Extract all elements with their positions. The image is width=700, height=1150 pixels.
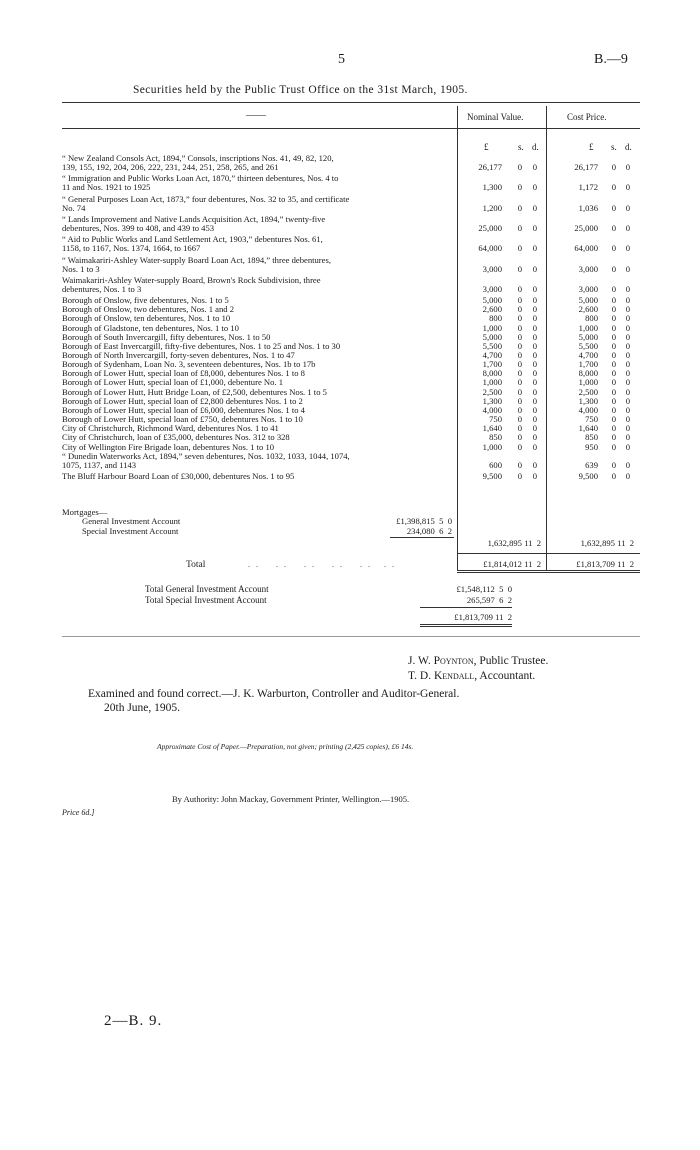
- cost-shillings: 0: [611, 404, 616, 415]
- cost-pence: 0: [625, 459, 630, 470]
- nominal-pence: 0: [532, 322, 537, 333]
- summary-double-rule-1: [420, 624, 512, 625]
- cost-pounds: 1,172: [578, 182, 598, 193]
- nominal-pounds: 1,700: [482, 359, 502, 370]
- cost-shillings: 0: [611, 331, 616, 342]
- nominal-pence: 0: [532, 459, 537, 470]
- nominal-shillings: 0: [517, 441, 522, 452]
- security-description: Borough of Onslow, ten debentures, Nos. 1 to 10: [62, 314, 231, 324]
- nominal-shillings: 0: [517, 322, 522, 333]
- nominal-pence: 0: [532, 182, 537, 193]
- nominal-pence: 0: [532, 243, 537, 254]
- nominal-shillings: 0: [517, 243, 522, 254]
- nominal-pounds: 850: [489, 432, 502, 443]
- cost-pounds: 639: [585, 459, 598, 470]
- cost-shillings: 0: [611, 423, 616, 434]
- nominal-shillings: 0: [517, 182, 522, 193]
- cost-pounds: 3,000: [578, 283, 598, 294]
- nominal-pence: 0: [532, 470, 537, 481]
- security-description: Nos. 1 to 3: [62, 264, 100, 274]
- nominal-pence: 0: [532, 414, 537, 425]
- cost-pounds: 1,640: [578, 423, 598, 434]
- mortgage-subtotal-rule: [390, 537, 454, 538]
- summary-total-amount: £1,813,709 11 2: [454, 612, 512, 622]
- nominal-pounds: 1,200: [482, 202, 502, 213]
- column-divider-2: [546, 106, 547, 570]
- security-description: “ General Purposes Loan Act, 1873,” four debentures, Nos. 32 to 35, and certificate: [62, 194, 350, 204]
- nominal-pence: 0: [532, 350, 537, 360]
- nominal-shillings: 0: [517, 386, 522, 397]
- cost-pence: 0: [625, 423, 630, 434]
- nominal-pence: 0: [532, 432, 537, 443]
- cost-shillings: 0: [611, 313, 616, 324]
- nominal-shilling-unit: s.: [518, 142, 524, 152]
- cost-shillings: 0: [611, 283, 616, 294]
- security-description: Borough of Lower Hutt, special loan of £8,000, debentures Nos. 1 to 8: [62, 369, 305, 379]
- nominal-shillings: 0: [517, 162, 522, 173]
- cost-pence: 0: [625, 182, 630, 193]
- nominal-pounds: 25,000: [478, 223, 502, 234]
- nominal-pounds: 8,000: [482, 368, 502, 379]
- cost-shillings: 0: [611, 432, 616, 443]
- nominal-shillings: 0: [517, 432, 522, 443]
- nominal-pounds: 64,000: [478, 243, 502, 254]
- cost-pence: 0: [625, 395, 630, 406]
- cost-pounds: 25,000: [574, 223, 598, 234]
- security-description: “ Aid to Public Works and Land Settlement Act, 1903,” debentures Nos. 61,: [62, 235, 323, 245]
- document-reference: B.—9: [594, 52, 628, 67]
- cost-pence: 0: [625, 432, 630, 443]
- total-top-rule: [457, 553, 640, 554]
- cost-pence: 0: [625, 243, 630, 254]
- nominal-pence-unit: d.: [532, 142, 539, 152]
- cost-pence-unit: d.: [625, 142, 632, 152]
- cost-shillings: 0: [611, 441, 616, 452]
- nominal-pounds: 1,000: [482, 322, 502, 333]
- nominal-pence: 0: [532, 386, 537, 397]
- mortgages-cost-price: 1,632,895 11 2: [580, 538, 634, 548]
- nominal-shillings: 0: [517, 404, 522, 415]
- nominal-shillings: 0: [517, 359, 522, 370]
- security-description: Borough of Lower Hutt, special loan of £750, debentures Nos. 1 to 10: [62, 415, 303, 425]
- security-description: “ Dunedin Waterworks Act, 1894,” seven debentures, Nos. 1032, 1033, 1044, 1074,: [62, 451, 350, 461]
- security-description: Borough of Sydenham, Loan No. 3, seventeen debentures, Nos. 1b to 17b: [62, 360, 316, 370]
- cost-pence: 0: [625, 470, 630, 481]
- cost-shillings: 0: [611, 359, 616, 370]
- nominal-pence: 0: [532, 304, 537, 315]
- nominal-shillings: 0: [517, 414, 522, 425]
- signature-mark: 2—B. 9.: [104, 1013, 163, 1029]
- cost-shillings: 0: [611, 368, 616, 379]
- cost-pound-unit: £: [589, 142, 594, 152]
- cost-pounds: 800: [585, 313, 598, 324]
- security-description: “ Lands Improvement and Native Lands Acquisition Act, 1894,” twenty-five: [62, 214, 326, 224]
- cost-price-header: Cost Price.: [567, 112, 607, 122]
- nominal-pounds: 3,000: [482, 283, 502, 294]
- security-description: City of Christchurch, Richmond Ward, debentures Nos. 1 to 41: [62, 424, 279, 434]
- cost-pence: 0: [625, 386, 630, 397]
- cost-pounds: 64,000: [574, 243, 598, 254]
- cost-shillings: 0: [611, 223, 616, 234]
- cost-shillings: 0: [611, 470, 616, 481]
- cost-pounds: 950: [585, 441, 598, 452]
- paper-cost-note: Approximate Cost of Paper.—Preparation, not given; printing (2,425 copies), £6 14s.: [157, 742, 414, 751]
- nominal-pounds: 2,600: [482, 304, 502, 315]
- nominal-pounds: 3,000: [482, 263, 502, 274]
- cost-pence: 0: [625, 368, 630, 379]
- summary-general-amount: £1,548,112 5 0: [456, 584, 512, 594]
- security-description: “ New Zealand Consols Act, 1894,” Consols, inscriptions Nos. 41, 49, 82, 120,: [62, 154, 334, 163]
- price-note: Price 6d.]: [62, 808, 95, 817]
- security-description: Borough of Lower Hutt, Hutt Bridge Loan, of £2,500, debentures Nos. 1 to 5: [62, 387, 327, 397]
- nominal-pounds: 750: [489, 414, 502, 425]
- nominal-pence: 0: [532, 340, 537, 351]
- nominal-pounds: 800: [489, 313, 502, 324]
- nominal-shillings: 0: [517, 283, 522, 294]
- nominal-pence: 0: [532, 441, 537, 452]
- cost-shillings: 0: [611, 304, 616, 315]
- accountant-name: T. D. Kendall,: [408, 670, 478, 682]
- cost-pounds: 1,300: [578, 395, 598, 406]
- nominal-shillings: 0: [517, 377, 522, 388]
- nominal-pounds: 1,300: [482, 182, 502, 193]
- cost-shillings: 0: [611, 263, 616, 274]
- security-description: The Bluff Harbour Board Loan of £30,000, debentures Nos. 1 to 95: [62, 471, 295, 481]
- nominal-pence: 0: [532, 283, 537, 294]
- cost-pounds: 5,000: [578, 331, 598, 342]
- cost-pounds: 850: [585, 432, 598, 443]
- cost-pounds: 2,500: [578, 386, 598, 397]
- total-label: Total: [186, 560, 206, 570]
- nominal-shillings: 0: [517, 470, 522, 481]
- nominal-pounds: 5,500: [482, 340, 502, 351]
- mortgages-label: Mortgages—: [62, 508, 108, 517]
- cost-pounds: 26,177: [574, 162, 598, 173]
- table-top-rule: [62, 102, 640, 103]
- security-description: Borough of Lower Hutt, special loan of £2,800 debentures Nos. 1 to 2: [62, 396, 303, 406]
- nominal-pound-unit: £: [484, 142, 489, 152]
- cost-shillings: 0: [611, 414, 616, 425]
- cost-shillings: 0: [611, 162, 616, 173]
- cost-pence: 0: [625, 313, 630, 324]
- security-description: 1158, to 1167, Nos. 1374, 1664, to 1667: [62, 244, 201, 254]
- cost-pence: 0: [625, 359, 630, 370]
- cost-pounds: 1,000: [578, 377, 598, 388]
- accountant-role: Accountant.: [479, 670, 536, 682]
- cost-shillings: 0: [611, 340, 616, 351]
- total-leader-dots: . . . . . . . . . . . .: [248, 560, 396, 569]
- cost-pounds: 5,500: [578, 340, 598, 351]
- cost-pounds: 1,700: [578, 359, 598, 370]
- nominal-pounds: 1,640: [482, 423, 502, 434]
- nominal-pounds: 5,000: [482, 295, 502, 306]
- security-description: Borough of Gladstone, ten debentures, Nos. 1 to 10: [62, 323, 239, 333]
- cost-pounds: 4,700: [578, 350, 598, 360]
- security-description: City of Christchurch, loan of £35,000, debentures Nos. 312 to 328: [62, 433, 290, 443]
- security-description: Waimakariri-Ashley Water-supply Board, Brown's Rock Subdivision, three: [62, 275, 321, 285]
- cost-pounds: 3,000: [578, 263, 598, 274]
- security-description: Borough of Onslow, two debentures, Nos. 1 and 2: [62, 305, 235, 315]
- nominal-pounds: 1,000: [482, 441, 502, 452]
- nominal-pence: 0: [532, 263, 537, 274]
- cost-pence: 0: [625, 162, 630, 173]
- cost-pounds: 1,000: [578, 322, 598, 333]
- cost-shillings: 0: [611, 350, 616, 360]
- nominal-pence: 0: [532, 368, 537, 379]
- nominal-pence: 0: [532, 423, 537, 434]
- nominal-shillings: 0: [517, 202, 522, 213]
- summary-special-label: Total Special Investment Account: [145, 595, 267, 605]
- signature-accountant: [408, 670, 535, 682]
- cost-pounds: 750: [585, 414, 598, 425]
- cost-pounds: 1,036: [578, 202, 598, 213]
- cost-pounds: 5,000: [578, 295, 598, 306]
- cost-pounds: 8,000: [578, 368, 598, 379]
- trustee-role: Public Trustee.: [479, 655, 549, 667]
- cost-pence: 0: [625, 295, 630, 306]
- cost-pence: 0: [625, 350, 630, 360]
- nominal-pence: 0: [532, 223, 537, 234]
- total-cost-price: £1,813,709 11 2: [576, 559, 634, 569]
- cost-pence: 0: [625, 283, 630, 294]
- section-divider: [62, 636, 640, 637]
- summary-double-rule-2: [420, 626, 512, 627]
- nominal-pounds: 600: [489, 459, 502, 470]
- nominal-pence: 0: [532, 313, 537, 324]
- cost-shillings: 0: [611, 202, 616, 213]
- column-divider-1: [457, 106, 458, 570]
- nominal-shillings: 0: [517, 223, 522, 234]
- cost-pence: 0: [625, 322, 630, 333]
- security-description: Borough of Lower Hutt, special loan of £6,000, debentures Nos. 1 to 4: [62, 405, 305, 415]
- security-description: debentures, Nos. 1 to 3: [62, 284, 142, 294]
- nominal-shillings: 0: [517, 313, 522, 324]
- nominal-pounds: 2,500: [482, 386, 502, 397]
- security-description: “ Waimakariri-Ashley Water-supply Board Loan Act, 1894,” three debentures,: [62, 255, 331, 265]
- nominal-shillings: 0: [517, 459, 522, 470]
- nominal-shillings: 0: [517, 295, 522, 306]
- security-description: debentures, Nos. 399 to 408, and 439 to 453: [62, 224, 215, 234]
- nominal-pence: 0: [532, 359, 537, 370]
- cost-pence: 0: [625, 404, 630, 415]
- nominal-pounds: 1,300: [482, 395, 502, 406]
- page-number: 5: [338, 52, 345, 67]
- trustee-name: J. W. Poynton,: [408, 655, 477, 667]
- nominal-pence: 0: [532, 295, 537, 306]
- nominal-pence: 0: [532, 162, 537, 173]
- mortgage-special-amount: 234,080 6 2: [406, 526, 452, 536]
- nominal-pence: 0: [532, 331, 537, 342]
- nominal-pence: 0: [532, 377, 537, 388]
- security-description: “ Immigration and Public Works Loan Act, 1870,” thirteen debentures, Nos. 4 to: [62, 174, 339, 184]
- examined-date: 20th June, 1905.: [104, 702, 181, 714]
- cost-pence: 0: [625, 441, 630, 452]
- cost-shillings: 0: [611, 459, 616, 470]
- nominal-shillings: 0: [517, 350, 522, 360]
- nominal-shillings: 0: [517, 304, 522, 315]
- nominal-shillings: 0: [517, 331, 522, 342]
- nominal-shillings: 0: [517, 423, 522, 434]
- cost-shillings: 0: [611, 377, 616, 388]
- cost-pounds: 2,600: [578, 304, 598, 315]
- page-title: Securities held by the Public Trust Office on the 31st March, 1905.: [133, 84, 468, 96]
- nominal-shillings: 0: [517, 395, 522, 406]
- cost-shillings: 0: [611, 386, 616, 397]
- security-description: City of Wellington Fire Brigade loan, debentures Nos. 1 to 10: [62, 442, 275, 452]
- total-bottom-rule-1: [457, 570, 640, 571]
- cost-shillings: 0: [611, 182, 616, 193]
- cost-pounds: 9,500: [578, 470, 598, 481]
- nominal-shillings: 0: [517, 340, 522, 351]
- cost-shillings: 0: [611, 322, 616, 333]
- cost-pence: 0: [625, 377, 630, 388]
- security-description: Borough of North Invercargill, forty-seven debentures, Nos. 1 to 47: [62, 351, 295, 360]
- header-dash: ——: [246, 110, 266, 121]
- mortgage-special-label: Special Investment Account: [82, 527, 179, 536]
- nominal-pence: 0: [532, 202, 537, 213]
- nominal-shillings: 0: [517, 263, 522, 274]
- nominal-pounds: 9,500: [482, 470, 502, 481]
- mortgages-nominal-value: 1,632,895 11 2: [487, 538, 541, 548]
- nominal-pounds: 1,000: [482, 377, 502, 388]
- nominal-pence: 0: [532, 404, 537, 415]
- security-description: 1075, 1137, and 1143: [62, 460, 137, 470]
- mortgage-general-label: General Investment Account: [82, 517, 181, 526]
- security-description: 139, 155, 192, 204, 206, 222, 231, 244, 251, 258, 265, and 261: [62, 163, 279, 173]
- cost-shilling-unit: s.: [611, 142, 617, 152]
- cost-pence: 0: [625, 304, 630, 315]
- mortgage-general-amount: £1,398,815 5 0: [396, 516, 452, 526]
- cost-pence: 0: [625, 414, 630, 425]
- security-description: Borough of South Invercargill, fifty debentures, Nos. 1 to 50: [62, 332, 271, 342]
- summary-rule: [420, 607, 512, 608]
- cost-pence: 0: [625, 223, 630, 234]
- nominal-pence: 0: [532, 395, 537, 406]
- cost-shillings: 0: [611, 395, 616, 406]
- cost-pence: 0: [625, 202, 630, 213]
- nominal-pounds: 4,700: [482, 350, 502, 360]
- nominal-shillings: 0: [517, 368, 522, 379]
- security-description: 11 and Nos. 1921 to 1925: [62, 183, 151, 193]
- table-header-rule: [62, 128, 640, 129]
- security-description: Borough of Onslow, five debentures, Nos. 1 to 5: [62, 296, 229, 306]
- security-description: No. 74: [62, 203, 86, 213]
- signature-trustee: [408, 655, 548, 667]
- authority-line: By Authority: John Mackay, Government Printer, Wellington.—1905.: [172, 794, 410, 804]
- cost-pence: 0: [625, 331, 630, 342]
- nominal-pounds: 4,000: [482, 404, 502, 415]
- nominal-value-header: Nominal Value.: [467, 112, 524, 122]
- examined-statement: Examined and found correct.—J. K. Warburton, Controller and Auditor-General.: [88, 688, 460, 700]
- summary-special-amount: 265,597 6 2: [466, 595, 512, 605]
- cost-shillings: 0: [611, 295, 616, 306]
- cost-pounds: 4,000: [578, 404, 598, 415]
- nominal-pounds: 5,000: [482, 331, 502, 342]
- cost-shillings: 0: [611, 243, 616, 254]
- security-description: Borough of East Invercargill, fifty-five debentures, Nos. 1 to 25 and Nos. 1 to 30: [62, 341, 341, 351]
- total-nominal-value: £1,814,012 11 2: [483, 559, 541, 569]
- total-bottom-rule-2: [457, 572, 640, 573]
- security-description: Borough of Lower Hutt, special loan of £1,000, debenture No. 1: [62, 378, 283, 388]
- summary-general-label: Total General Investment Account: [145, 584, 269, 594]
- cost-pence: 0: [625, 263, 630, 274]
- nominal-pounds: 26,177: [478, 162, 502, 173]
- cost-pence: 0: [625, 340, 630, 351]
